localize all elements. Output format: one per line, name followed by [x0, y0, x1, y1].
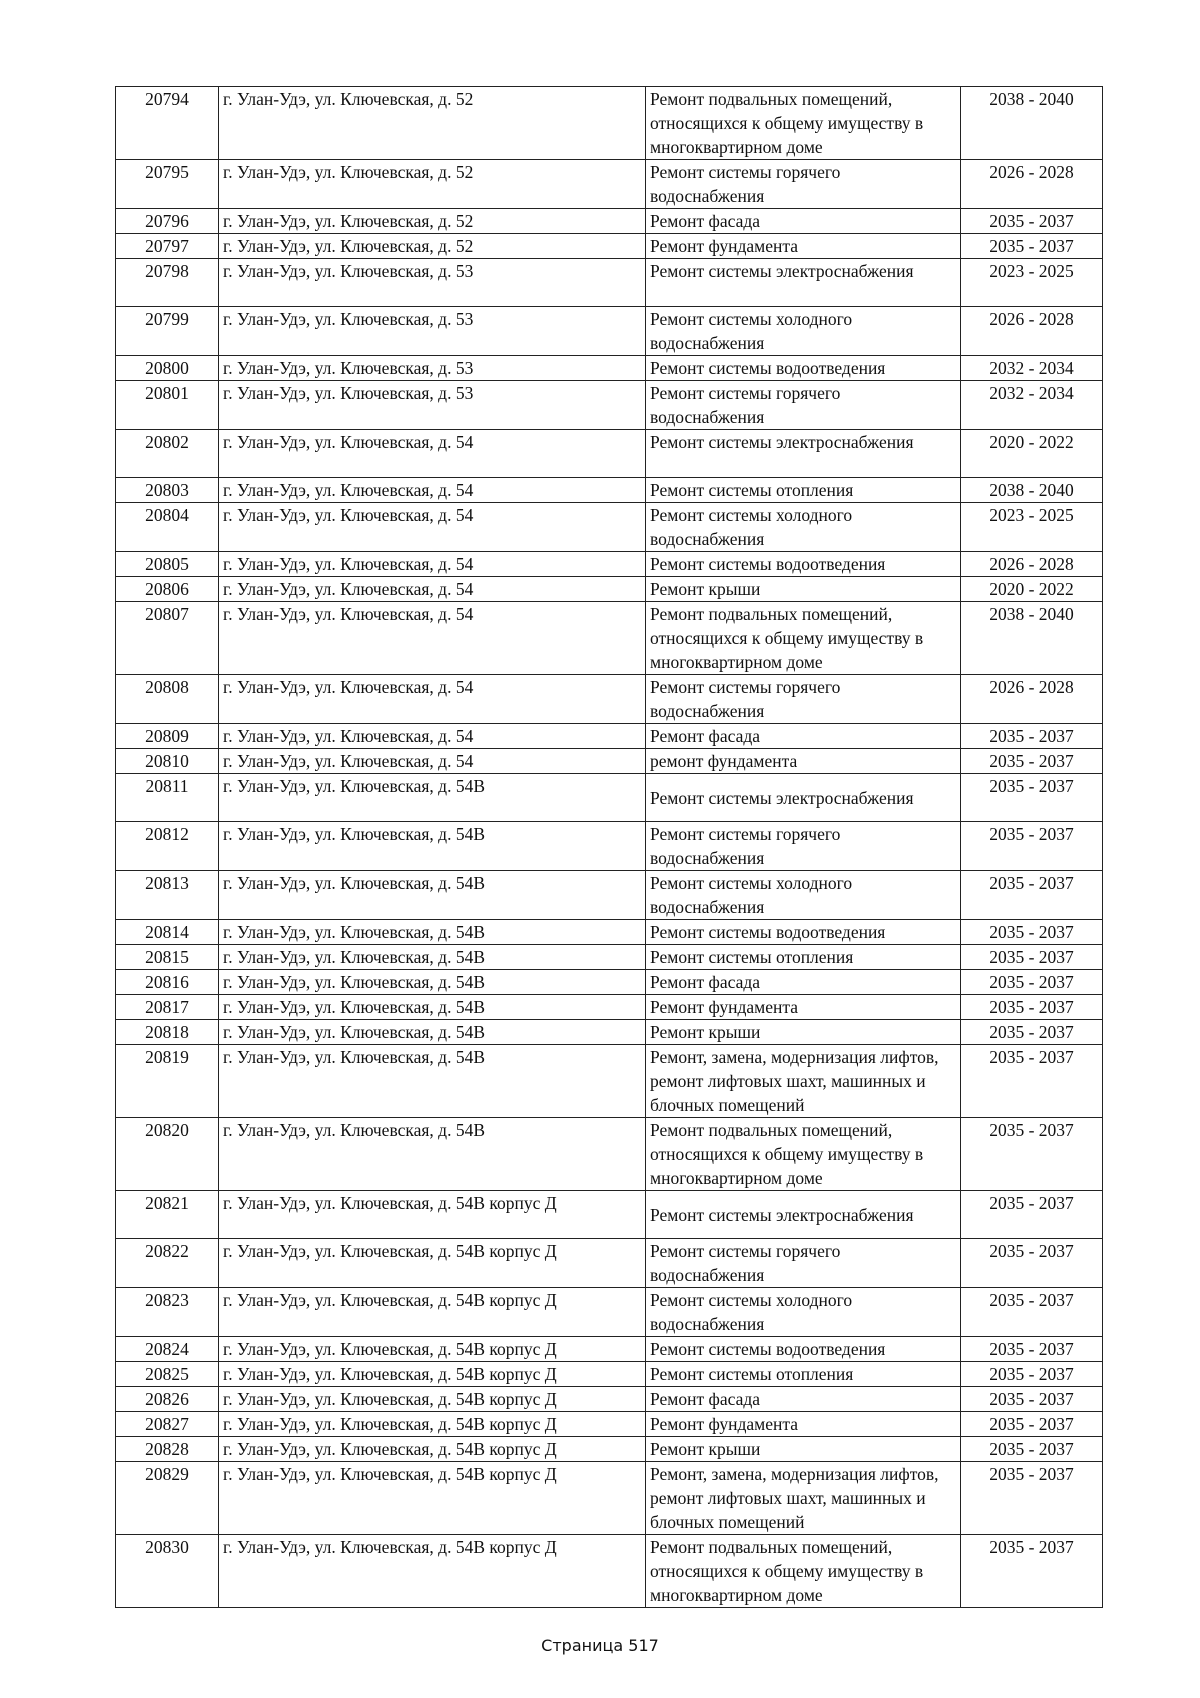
cell-period: 2038 - 2040 — [961, 478, 1103, 503]
cell-record-number: 20830 — [116, 1535, 219, 1608]
cell-period: 2035 - 2037 — [961, 209, 1103, 234]
cell-record-number: 20813 — [116, 871, 219, 920]
cell-period: 2026 - 2028 — [961, 160, 1103, 209]
table-row — [116, 1191, 1103, 1239]
cell-record-number: 20805 — [116, 552, 219, 577]
cell-period: 2023 - 2025 — [961, 259, 1103, 307]
cell-record-number: 20809 — [116, 724, 219, 749]
cell-period: 2035 - 2037 — [961, 822, 1103, 871]
cell-address: г. Улан-Удэ, ул. Ключевская, д. 54В корпус Д — [219, 1337, 646, 1362]
cell-work-type: Ремонт фасада — [646, 724, 961, 749]
table-row — [116, 356, 1103, 381]
cell-work-type: Ремонт фасада — [646, 209, 961, 234]
cell-address: г. Улан-Удэ, ул. Ключевская, д. 54 — [219, 430, 646, 478]
table-row — [116, 970, 1103, 995]
cell-record-number: 20828 — [116, 1437, 219, 1462]
table-row — [116, 1288, 1103, 1337]
cell-period: 2035 - 2037 — [961, 774, 1103, 822]
cell-address: г. Улан-Удэ, ул. Ключевская, д. 52 — [219, 87, 646, 160]
cell-period: 2026 - 2028 — [961, 552, 1103, 577]
cell-work-type: Ремонт системы горячего водоснабжения — [646, 381, 961, 430]
cell-period: 2035 - 2037 — [961, 1412, 1103, 1437]
cell-address: г. Улан-Удэ, ул. Ключевская, д. 54В корпус Д — [219, 1387, 646, 1412]
table-row — [116, 1337, 1103, 1362]
cell-work-type: Ремонт системы водоотведения — [646, 920, 961, 945]
cell-work-type: Ремонт подвальных помещений, относящихся к общему имуществу в многоквартирном доме — [646, 87, 961, 160]
cell-address: г. Улан-Удэ, ул. Ключевская, д. 54В корпус Д — [219, 1437, 646, 1462]
cell-work-type: Ремонт фундамента — [646, 995, 961, 1020]
cell-period: 2032 - 2034 — [961, 356, 1103, 381]
cell-work-type: Ремонт системы холодного водоснабжения — [646, 307, 961, 356]
cell-record-number: 20794 — [116, 87, 219, 160]
page-number: Страница 517 — [541, 1636, 659, 1655]
cell-record-number: 20812 — [116, 822, 219, 871]
cell-work-type: Ремонт подвальных помещений, относящихся к общему имуществу в многоквартирном доме — [646, 602, 961, 675]
table-row — [116, 724, 1103, 749]
cell-address: г. Улан-Удэ, ул. Ключевская, д. 54В — [219, 1045, 646, 1118]
table-row — [116, 234, 1103, 259]
cell-period: 2035 - 2037 — [961, 1288, 1103, 1337]
cell-work-type: Ремонт системы горячего водоснабжения — [646, 160, 961, 209]
cell-address: г. Улан-Удэ, ул. Ключевская, д. 54В корпус Д — [219, 1412, 646, 1437]
cell-work-type: Ремонт фасада — [646, 970, 961, 995]
cell-period: 2026 - 2028 — [961, 675, 1103, 724]
cell-work-type: Ремонт системы водоотведения — [646, 356, 961, 381]
cell-address: г. Улан-Удэ, ул. Ключевская, д. 54В — [219, 995, 646, 1020]
cell-period: 2035 - 2037 — [961, 1362, 1103, 1387]
cell-record-number: 20824 — [116, 1337, 219, 1362]
table-row — [116, 381, 1103, 430]
cell-record-number: 20806 — [116, 577, 219, 602]
cell-record-number: 20796 — [116, 209, 219, 234]
cell-record-number: 20797 — [116, 234, 219, 259]
table-row — [116, 160, 1103, 209]
cell-address: г. Улан-Удэ, ул. Ключевская, д. 52 — [219, 234, 646, 259]
cell-period: 2035 - 2037 — [961, 1239, 1103, 1288]
cell-address: г. Улан-Удэ, ул. Ключевская, д. 52 — [219, 209, 646, 234]
cell-period: 2035 - 2037 — [961, 1462, 1103, 1535]
cell-work-type: Ремонт крыши — [646, 577, 961, 602]
cell-record-number: 20803 — [116, 478, 219, 503]
table-row — [116, 871, 1103, 920]
cell-work-type: Ремонт системы холодного водоснабжения — [646, 1288, 961, 1337]
cell-address: г. Улан-Удэ, ул. Ключевская, д. 54 — [219, 577, 646, 602]
table-row — [116, 1387, 1103, 1412]
cell-work-type: Ремонт системы отопления — [646, 945, 961, 970]
cell-record-number: 20827 — [116, 1412, 219, 1437]
table-body — [116, 87, 1103, 1608]
cell-period: 2035 - 2037 — [961, 1387, 1103, 1412]
table-row — [116, 1239, 1103, 1288]
cell-address: г. Улан-Удэ, ул. Ключевская, д. 54 — [219, 724, 646, 749]
cell-address: г. Улан-Удэ, ул. Ключевская, д. 54В корпус Д — [219, 1288, 646, 1337]
cell-address: г. Улан-Удэ, ул. Ключевская, д. 54В — [219, 970, 646, 995]
table-row — [116, 552, 1103, 577]
cell-address: г. Улан-Удэ, ул. Ключевская, д. 54В — [219, 871, 646, 920]
cell-record-number: 20829 — [116, 1462, 219, 1535]
cell-address: г. Улан-Удэ, ул. Ключевская, д. 54 — [219, 552, 646, 577]
cell-work-type: Ремонт крыши — [646, 1437, 961, 1462]
table-row — [116, 1462, 1103, 1535]
cell-record-number: 20811 — [116, 774, 219, 822]
cell-work-type: Ремонт системы электроснабжения — [646, 259, 961, 307]
cell-work-type: Ремонт подвальных помещений, относящихся к общему имуществу в многоквартирном доме — [646, 1118, 961, 1191]
cell-address: г. Улан-Удэ, ул. Ключевская, д. 54В корпус Д — [219, 1191, 646, 1239]
cell-period: 2035 - 2037 — [961, 749, 1103, 774]
cell-work-type: Ремонт крыши — [646, 1020, 961, 1045]
cell-period: 2020 - 2022 — [961, 430, 1103, 478]
cell-period: 2035 - 2037 — [961, 1118, 1103, 1191]
cell-work-type: Ремонт системы электроснабжения — [646, 430, 961, 478]
cell-period: 2026 - 2028 — [961, 307, 1103, 356]
cell-work-type: Ремонт системы холодного водоснабжения — [646, 503, 961, 552]
cell-record-number: 20807 — [116, 602, 219, 675]
cell-address: г. Улан-Удэ, ул. Ключевская, д. 54 — [219, 675, 646, 724]
cell-period: 2035 - 2037 — [961, 1535, 1103, 1608]
cell-work-type: Ремонт фундамента — [646, 1412, 961, 1437]
cell-address: г. Улан-Удэ, ул. Ключевская, д. 54В корпус Д — [219, 1239, 646, 1288]
cell-address: г. Улан-Удэ, ул. Ключевская, д. 54 — [219, 478, 646, 503]
cell-record-number: 20825 — [116, 1362, 219, 1387]
cell-address: г. Улан-Удэ, ул. Ключевская, д. 54В — [219, 774, 646, 822]
cell-address: г. Улан-Удэ, ул. Ключевская, д. 53 — [219, 356, 646, 381]
table-row — [116, 920, 1103, 945]
cell-address: г. Улан-Удэ, ул. Ключевская, д. 53 — [219, 259, 646, 307]
table-row — [116, 822, 1103, 871]
table-row — [116, 995, 1103, 1020]
cell-address: г. Улан-Удэ, ул. Ключевская, д. 53 — [219, 307, 646, 356]
cell-work-type: Ремонт системы горячего водоснабжения — [646, 675, 961, 724]
table-row — [116, 87, 1103, 160]
cell-period: 2035 - 2037 — [961, 1337, 1103, 1362]
cell-work-type: Ремонт системы водоотведения — [646, 1337, 961, 1362]
cell-work-type: Ремонт фундамента — [646, 234, 961, 259]
cell-address: г. Улан-Удэ, ул. Ключевская, д. 54В — [219, 1020, 646, 1045]
cell-period: 2038 - 2040 — [961, 87, 1103, 160]
cell-period: 2035 - 2037 — [961, 945, 1103, 970]
cell-record-number: 20817 — [116, 995, 219, 1020]
cell-record-number: 20821 — [116, 1191, 219, 1239]
cell-work-type: Ремонт системы отопления — [646, 1362, 961, 1387]
cell-record-number: 20820 — [116, 1118, 219, 1191]
cell-record-number: 20804 — [116, 503, 219, 552]
cell-period: 2023 - 2025 — [961, 503, 1103, 552]
table-row — [116, 259, 1103, 307]
table-row — [116, 749, 1103, 774]
table-row — [116, 602, 1103, 675]
cell-period: 2032 - 2034 — [961, 381, 1103, 430]
table-row — [116, 1362, 1103, 1387]
table-row — [116, 774, 1103, 822]
cell-record-number: 20810 — [116, 749, 219, 774]
cell-record-number: 20799 — [116, 307, 219, 356]
table-row — [116, 1020, 1103, 1045]
cell-record-number: 20801 — [116, 381, 219, 430]
cell-work-type: Ремонт фасада — [646, 1387, 961, 1412]
table-row — [116, 1412, 1103, 1437]
cell-work-type: Ремонт системы водоотведения — [646, 552, 961, 577]
cell-record-number: 20798 — [116, 259, 219, 307]
table-row — [116, 307, 1103, 356]
cell-address: г. Улан-Удэ, ул. Ключевская, д. 54В — [219, 1118, 646, 1191]
cell-record-number: 20819 — [116, 1045, 219, 1118]
cell-period: 2035 - 2037 — [961, 995, 1103, 1020]
table-row — [116, 478, 1103, 503]
table-row — [116, 1437, 1103, 1462]
cell-period: 2035 - 2037 — [961, 1020, 1103, 1045]
cell-work-type: Ремонт системы отопления — [646, 478, 961, 503]
cell-period: 2035 - 2037 — [961, 871, 1103, 920]
cell-record-number: 20795 — [116, 160, 219, 209]
repair-schedule-table — [115, 86, 1103, 1608]
cell-work-type: Ремонт, замена, модернизация лифтов, ремонт лифтовых шахт, машинных и блочных помещений — [646, 1045, 961, 1118]
cell-record-number: 20818 — [116, 1020, 219, 1045]
cell-record-number: 20826 — [116, 1387, 219, 1412]
cell-record-number: 20800 — [116, 356, 219, 381]
table-row — [116, 503, 1103, 552]
cell-period: 2035 - 2037 — [961, 1045, 1103, 1118]
cell-address: г. Улан-Удэ, ул. Ключевская, д. 53 — [219, 381, 646, 430]
cell-record-number: 20816 — [116, 970, 219, 995]
cell-record-number: 20815 — [116, 945, 219, 970]
table-row — [116, 430, 1103, 478]
cell-work-type: Ремонт системы холодного водоснабжения — [646, 871, 961, 920]
cell-period: 2035 - 2037 — [961, 1191, 1103, 1239]
cell-record-number: 20822 — [116, 1239, 219, 1288]
cell-period: 2035 - 2037 — [961, 970, 1103, 995]
cell-address: г. Улан-Удэ, ул. Ключевская, д. 54 — [219, 749, 646, 774]
cell-work-type: ремонт фундамента — [646, 749, 961, 774]
cell-address: г. Улан-Удэ, ул. Ключевская, д. 54 — [219, 503, 646, 552]
cell-work-type: Ремонт системы электроснабжения — [646, 1191, 961, 1239]
table-row — [116, 945, 1103, 970]
table-row — [116, 209, 1103, 234]
cell-address: г. Улан-Удэ, ул. Ключевская, д. 54В корпус Д — [219, 1462, 646, 1535]
cell-record-number: 20814 — [116, 920, 219, 945]
table-row — [116, 577, 1103, 602]
cell-address: г. Улан-Удэ, ул. Ключевская, д. 52 — [219, 160, 646, 209]
table-row — [116, 1118, 1103, 1191]
cell-work-type: Ремонт подвальных помещений, относящихся к общему имуществу в многоквартирном доме — [646, 1535, 961, 1608]
cell-work-type: Ремонт системы горячего водоснабжения — [646, 1239, 961, 1288]
cell-period: 2035 - 2037 — [961, 234, 1103, 259]
cell-period: 2038 - 2040 — [961, 602, 1103, 675]
cell-period: 2035 - 2037 — [961, 920, 1103, 945]
table-row — [116, 1535, 1103, 1608]
cell-address: г. Улан-Удэ, ул. Ключевская, д. 54В — [219, 945, 646, 970]
cell-address: г. Улан-Удэ, ул. Ключевская, д. 54В корпус Д — [219, 1362, 646, 1387]
cell-period: 2020 - 2022 — [961, 577, 1103, 602]
cell-address: г. Улан-Удэ, ул. Ключевская, д. 54В — [219, 822, 646, 871]
cell-record-number: 20802 — [116, 430, 219, 478]
cell-period: 2035 - 2037 — [961, 1437, 1103, 1462]
cell-record-number: 20808 — [116, 675, 219, 724]
cell-address: г. Улан-Удэ, ул. Ключевская, д. 54 — [219, 602, 646, 675]
cell-work-type: Ремонт, замена, модернизация лифтов, ремонт лифтовых шахт, машинных и блочных помещений — [646, 1462, 961, 1535]
table-row — [116, 675, 1103, 724]
cell-address: г. Улан-Удэ, ул. Ключевская, д. 54В — [219, 920, 646, 945]
cell-record-number: 20823 — [116, 1288, 219, 1337]
cell-work-type: Ремонт системы горячего водоснабжения — [646, 822, 961, 871]
table-row — [116, 1045, 1103, 1118]
cell-period: 2035 - 2037 — [961, 724, 1103, 749]
cell-work-type: Ремонт системы электроснабжения — [646, 774, 961, 822]
cell-address: г. Улан-Удэ, ул. Ключевская, д. 54В корпус Д — [219, 1535, 646, 1608]
